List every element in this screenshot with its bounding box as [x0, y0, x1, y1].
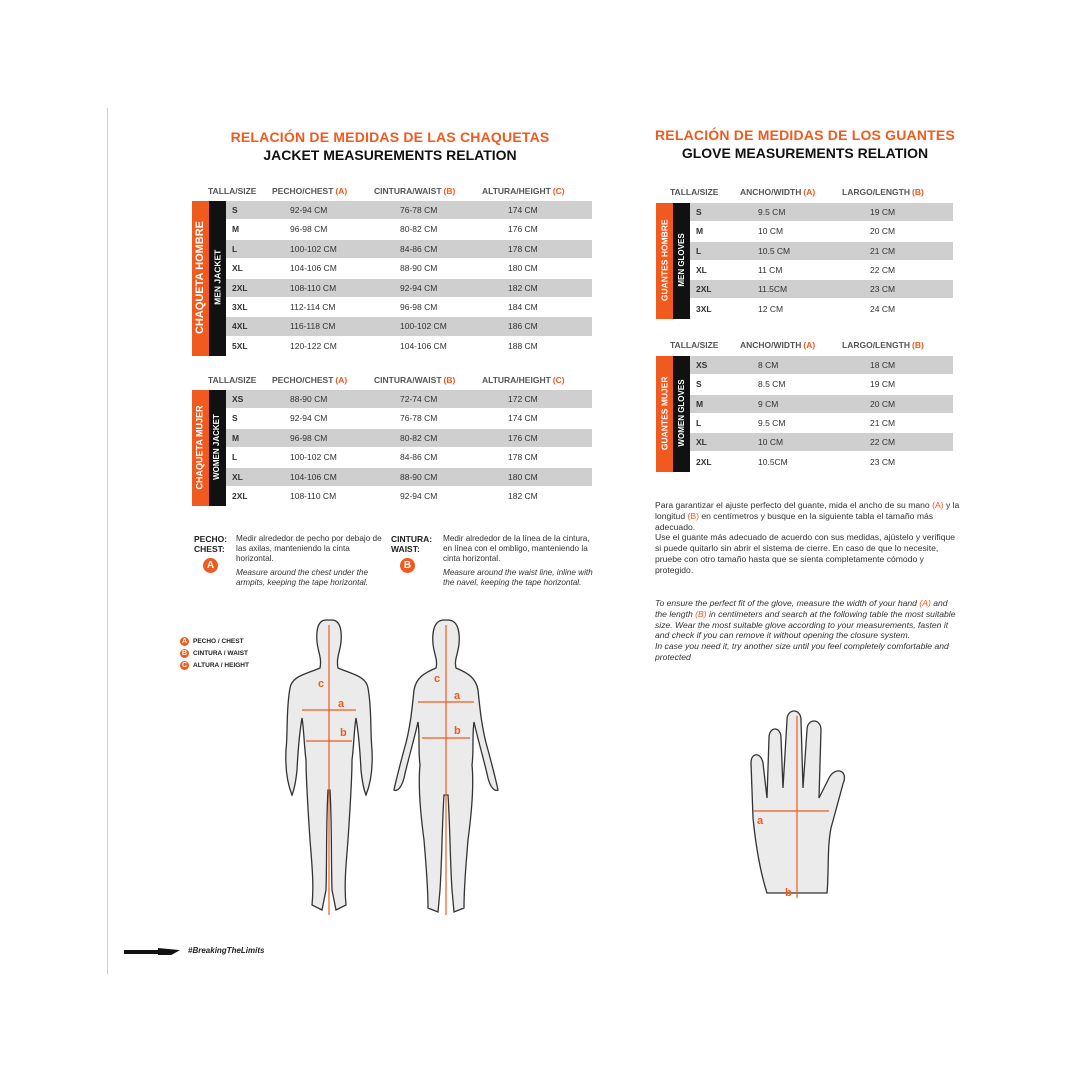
- male-label-a: a: [338, 698, 345, 710]
- cell-chest: 96-98 CM: [290, 224, 328, 235]
- cell-chest: 88-90 CM: [290, 394, 328, 404]
- cell-length: 18 CM: [870, 360, 896, 370]
- header-tag: (A): [335, 186, 348, 196]
- cell-width: 12 CM: [758, 303, 784, 314]
- cell-size: S: [232, 205, 238, 215]
- legend-text: PECHO / CHEST: [193, 638, 244, 645]
- hand-label-b: b: [785, 887, 792, 899]
- cell-waist: 92-94 CM: [400, 491, 438, 501]
- header-label: TALLA/SIZE: [670, 340, 719, 350]
- table-side-label: [656, 203, 690, 319]
- table-row: [226, 220, 592, 238]
- cell-chest: 104-106 CM: [290, 471, 337, 482]
- table-row: [226, 429, 592, 447]
- cell-length: 22 CM: [870, 264, 896, 275]
- table-row: [690, 300, 953, 318]
- male-label-c: c: [318, 678, 325, 690]
- header-tag: (A): [803, 340, 816, 350]
- header-label: PECHO/CHEST: [272, 375, 334, 385]
- table-row: [226, 487, 592, 505]
- cell-size: 2XL: [696, 284, 712, 295]
- cell-chest: 112-114 CM: [290, 302, 336, 312]
- cell-size: XL: [232, 471, 243, 482]
- side-label-es: GUANTES HOMBRE: [659, 219, 670, 301]
- table-row: [690, 375, 953, 393]
- legend-text: ALTURA / HEIGHT: [193, 662, 249, 669]
- table-row: [226, 448, 592, 466]
- table-row: [226, 317, 592, 335]
- cell-size: XL: [232, 263, 243, 274]
- side-label-en: MEN GLOVES: [676, 233, 686, 287]
- cell-size: 3XL: [696, 303, 712, 314]
- table-side-label: [192, 390, 226, 506]
- men-gloves-table: [656, 187, 953, 319]
- legend-text: CINTURA / WAIST: [193, 650, 249, 657]
- women-jacket-table: [192, 375, 592, 506]
- chest-note-es: Medir alrededor de pecho por debajo de las axilas, manteniendo la cinta horizontal.: [236, 534, 382, 563]
- table-header: [208, 375, 256, 385]
- jacket-title-es: RELACIÓN DE MEDIDAS DE LAS CHAQUETAS: [230, 129, 550, 145]
- header-label: ALTURA/HEIGHT: [482, 375, 551, 385]
- men-jacket-table: [192, 186, 592, 356]
- waist-note-es: Medir alrededor de la línea de la cintura, en línea con el ombligo, manteniendo la cinta horizontal.: [443, 534, 590, 563]
- glove-title-es: RELACIÓN DE MEDIDAS DE LOS GUANTES: [654, 127, 956, 143]
- table-side-label: [192, 201, 226, 356]
- jacket-title-en: JACKET MEASUREMENTS RELATION: [263, 147, 517, 163]
- side-label-es: GUANTES MUJER: [659, 376, 670, 450]
- female-label-a: a: [454, 690, 461, 702]
- cell-width: 10 CM: [758, 437, 784, 448]
- cell-chest: 92-94 CM: [290, 205, 328, 215]
- cell-height: 174 CM: [508, 413, 538, 424]
- table-row: [690, 203, 953, 221]
- cell-size: M: [696, 398, 704, 409]
- header-label: LARGO/LENGTH: [842, 340, 910, 350]
- side-label-es: CHAQUETA MUJER: [195, 405, 206, 490]
- legend-item: [180, 660, 249, 672]
- cell-height: 172 CM: [508, 394, 538, 404]
- table-row: [690, 356, 953, 374]
- header-tag: (C): [552, 375, 565, 385]
- cell-height: 178 CM: [508, 452, 538, 463]
- cell-height: 174 CM: [508, 205, 538, 215]
- cell-height: 178 CM: [508, 243, 538, 254]
- table-header: [670, 340, 718, 350]
- cell-size: L: [696, 245, 702, 256]
- male-label-b: b: [340, 727, 347, 739]
- hand-figure: [745, 708, 860, 908]
- cell-waist: 84-86 CM: [400, 243, 438, 254]
- table-header: [740, 187, 815, 197]
- cell-size: 2XL: [232, 491, 248, 501]
- header-label: TALLA/SIZE: [208, 186, 257, 196]
- cell-length: 20 CM: [870, 398, 896, 409]
- legend-badge: B: [181, 649, 188, 657]
- chest-badge: A: [203, 558, 218, 573]
- cell-height: 180 CM: [508, 471, 538, 482]
- male-figure: [286, 620, 372, 915]
- table-row: [226, 468, 592, 486]
- cell-chest: 108-110 CM: [290, 491, 337, 501]
- cell-length: 23 CM: [870, 284, 896, 295]
- cell-size: L: [696, 417, 702, 428]
- header-label: TALLA/SIZE: [670, 187, 719, 197]
- cell-size: S: [232, 413, 238, 424]
- table-row: [690, 242, 953, 260]
- cell-size: 2XL: [232, 282, 248, 293]
- footer-logo-bar: [124, 948, 180, 955]
- table-side-label: [656, 356, 690, 472]
- cell-width: 8.5 CM: [758, 379, 786, 390]
- cell-chest: 116-118 CM: [290, 321, 336, 332]
- cell-chest: 120-122 CM: [290, 340, 337, 351]
- table-row: [226, 298, 592, 316]
- cell-waist: 80-82 CM: [400, 432, 438, 443]
- table-header: [842, 187, 924, 197]
- table-row: [226, 240, 592, 258]
- cell-chest: 104-106 CM: [290, 263, 337, 274]
- table-row: [690, 261, 953, 279]
- cell-width: 10.5 CM: [758, 245, 791, 256]
- cell-size: L: [232, 452, 238, 463]
- chest-note-label: PECHO: CHEST: A: [194, 534, 228, 571]
- cell-size: M: [232, 224, 240, 235]
- cell-size: S: [696, 379, 702, 390]
- cell-waist: 76-78 CM: [400, 413, 438, 424]
- cell-chest: 100-102 CM: [290, 243, 337, 254]
- table-header: [374, 186, 455, 196]
- cell-size: S: [696, 207, 702, 217]
- cell-height: 182 CM: [508, 491, 538, 501]
- footer-hashtag: #BreakingTheLimits: [188, 946, 265, 955]
- cell-waist: 72-74 CM: [400, 394, 438, 404]
- cell-size: XL: [696, 437, 707, 448]
- cell-size: M: [232, 432, 240, 443]
- cell-waist: 104-106 CM: [400, 340, 447, 351]
- waist-note-label: CINTURA: WAIST: B: [391, 534, 433, 571]
- hand-label-a: a: [757, 815, 764, 827]
- legend-item: [180, 636, 249, 648]
- cell-width: 9 CM: [758, 398, 779, 409]
- header-label: PECHO/CHEST: [272, 186, 334, 196]
- header-tag: (B): [912, 187, 924, 197]
- header-tag: (A): [803, 187, 816, 197]
- cell-height: 182 CM: [508, 282, 538, 293]
- table-header: [208, 186, 256, 196]
- table-header: [482, 375, 565, 385]
- cell-size: 5XL: [232, 340, 248, 351]
- cell-length: 24 CM: [870, 303, 896, 314]
- glove-text-en: To ensure the perfect fit of the glove, measure the width of your hand (A) and the length (B) in centimeters and search at the following table the most suitable size. Wear the most suitable glove according to your measurements, fasten it and check if you can remove it without opening the closure system. In case you need it, try another size until you feel completely comfortable and protected: [655, 598, 956, 662]
- cell-height: 176 CM: [508, 224, 538, 235]
- header-tag: (B): [443, 186, 456, 196]
- header-label: ANCHO/WIDTH: [740, 340, 802, 350]
- side-label-en: MEN JACKET: [212, 249, 223, 306]
- table-row: [690, 222, 953, 240]
- cell-size: XS: [232, 394, 244, 404]
- header-label: LARGO/LENGTH: [842, 187, 910, 197]
- side-label-en: WOMEN JACKET: [212, 414, 222, 481]
- cell-chest: 108-110 CM: [290, 282, 337, 293]
- header-label: CINTURA/WAIST: [374, 375, 442, 385]
- header-label: ANCHO/WIDTH: [740, 187, 802, 197]
- side-label-en: WOMEN GLOVES: [676, 379, 686, 447]
- female-figure: [394, 620, 498, 915]
- cell-width: 10.5CM: [758, 456, 788, 467]
- table-header: [272, 186, 347, 196]
- table-row: [690, 395, 953, 413]
- header-tag: (B): [912, 340, 924, 350]
- chest-note-text: [236, 534, 386, 588]
- cell-height: 184 CM: [508, 302, 538, 312]
- cell-waist: 88-90 CM: [400, 471, 438, 482]
- female-label-b: b: [454, 725, 461, 737]
- cell-height: 180 CM: [508, 263, 538, 274]
- cell-waist: 96-98 CM: [400, 302, 438, 312]
- glove-text-es: Para garantizar el ajuste perfecto del guante, mida el ancho de su mano (A) y la longitud (B) en centímetros y busque en la siguiente tabla el tamaño más adecuado. Use el guante más adecuado de acuerdo con sus medidas, ajústelo y verifique si puede quitarlo sin abrir el sistema de cierre. En caso de que lo necesite, pruebe con otro tamaño hasta que se sienta completamente cómodo y protegido.: [655, 500, 960, 575]
- table-row: [226, 259, 592, 277]
- table-row: [226, 409, 592, 427]
- legend-badge: A: [181, 637, 188, 645]
- table-row: [226, 337, 592, 355]
- cell-length: 21 CM: [870, 417, 896, 428]
- header-tag: (B): [443, 375, 456, 385]
- cell-height: 176 CM: [508, 432, 538, 443]
- cell-width: 9.5 CM: [758, 207, 786, 217]
- cell-chest: 96-98 CM: [290, 432, 328, 443]
- table-header: [740, 340, 815, 350]
- table-row: [690, 453, 953, 471]
- cell-waist: 88-90 CM: [400, 263, 438, 274]
- waist-note-en: Measure around the waist line, inline with the navel, keeping the tape horizontal.: [443, 568, 593, 587]
- page-divider: [107, 108, 108, 974]
- female-label-c: c: [434, 673, 441, 685]
- cell-length: 22 CM: [870, 437, 896, 448]
- cell-size: XL: [696, 264, 707, 275]
- chest-note-en: Measure around the chest under the armpits, keeping the tape horizontal.: [236, 568, 368, 587]
- side-label-es: CHAQUETA HOMBRE: [194, 221, 206, 335]
- cell-length: 23 CM: [870, 456, 896, 467]
- cell-length: 19 CM: [870, 379, 896, 390]
- table-header: [842, 340, 924, 350]
- cell-size: 4XL: [232, 321, 248, 332]
- cell-waist: 100-102 CM: [400, 321, 447, 332]
- cell-height: 186 CM: [508, 321, 538, 332]
- cell-waist: 84-86 CM: [400, 452, 438, 463]
- header-tag: (A): [335, 375, 348, 385]
- waist-badge: B: [400, 558, 415, 573]
- cell-size: XS: [696, 360, 708, 370]
- body-figures: [270, 610, 520, 920]
- glove-title: [600, 126, 1010, 162]
- cell-length: 19 CM: [870, 207, 896, 217]
- cell-waist: 76-78 CM: [400, 205, 438, 215]
- table-row: [226, 201, 592, 219]
- cell-width: 10 CM: [758, 226, 784, 237]
- cell-length: 20 CM: [870, 226, 896, 237]
- legend-badge: C: [181, 661, 188, 669]
- header-tag: (C): [552, 186, 565, 196]
- cell-size: 2XL: [696, 456, 712, 467]
- jacket-title: [180, 128, 600, 164]
- women-gloves-table: [656, 340, 953, 472]
- header-label: ALTURA/HEIGHT: [482, 186, 551, 196]
- cell-waist: 92-94 CM: [400, 282, 438, 293]
- table-row: [690, 433, 953, 451]
- header-label: TALLA/SIZE: [208, 375, 257, 385]
- glove-title-en: GLOVE MEASUREMENTS RELATION: [681, 145, 929, 161]
- cell-width: 9.5 CM: [758, 417, 786, 428]
- cell-size: 3XL: [232, 302, 248, 312]
- table-row: [690, 280, 953, 298]
- table-row: [226, 390, 592, 408]
- cell-height: 188 CM: [508, 340, 538, 351]
- cell-width: 11.5CM: [758, 284, 788, 295]
- cell-size: M: [696, 226, 704, 237]
- cell-length: 21 CM: [870, 245, 896, 256]
- table-row: [690, 414, 953, 432]
- table-header: [670, 187, 718, 197]
- cell-waist: 80-82 CM: [400, 224, 438, 235]
- cell-chest: 100-102 CM: [290, 452, 337, 463]
- table-header: [272, 375, 347, 385]
- table-header: [482, 186, 565, 196]
- measure-legend: [180, 636, 249, 672]
- cell-size: L: [232, 243, 238, 254]
- legend-item: [180, 648, 249, 660]
- cell-width: 11 CM: [758, 264, 783, 275]
- cell-width: 8 CM: [758, 360, 779, 370]
- cell-chest: 92-94 CM: [290, 413, 328, 424]
- header-label: CINTURA/WAIST: [374, 186, 442, 196]
- waist-note-text: [443, 534, 593, 588]
- table-row: [226, 279, 592, 297]
- table-header: [374, 375, 455, 385]
